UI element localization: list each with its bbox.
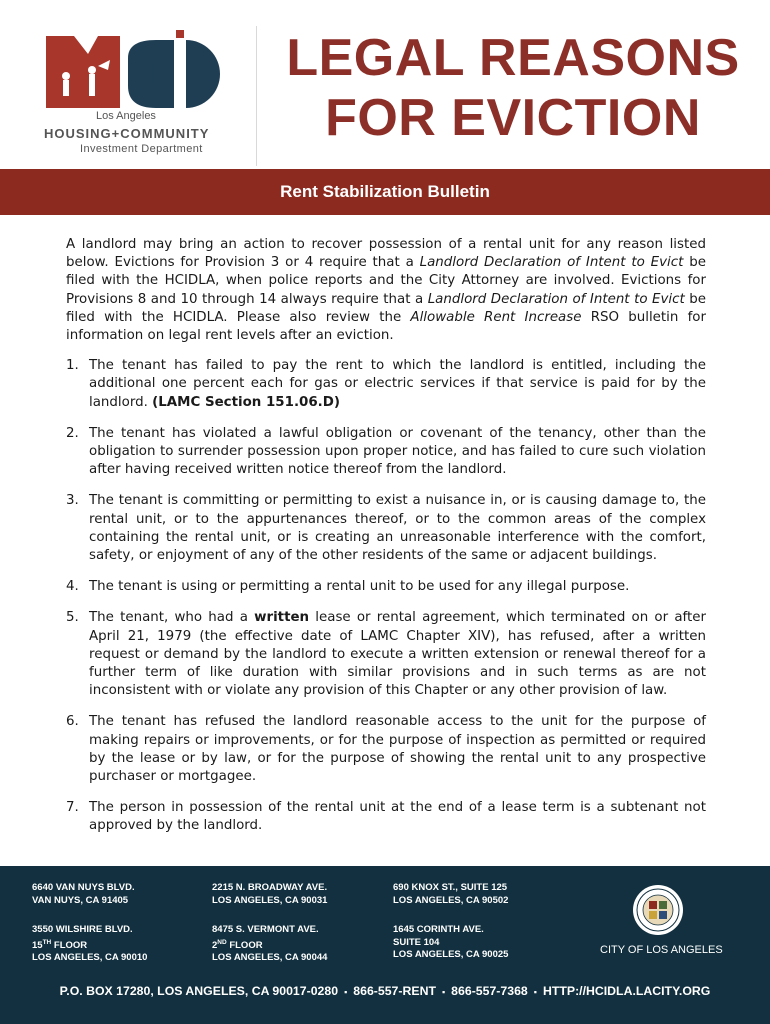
list-item-text: The tenant has refused the landlord reasonable access to the unit for the purpose of making repairs or improvements, or for the purpose of inspection as permitted or required by the lease or by law, or for the purpose of showing the rental unit to any prospective purchaser or mortgagee. [89, 714, 706, 785]
office-address-line: 690 KNOX ST., SUITE 125 [393, 882, 508, 893]
city-of-los-angeles-label: CITY OF LOS ANGELES [600, 944, 723, 956]
office-address-wilshire [32, 924, 147, 965]
separator-icon: ▪ [344, 987, 348, 997]
page-footer [0, 866, 770, 1024]
separator-icon: ▪ [441, 987, 446, 997]
list-item-text-part: The tenant, who had a [89, 610, 255, 626]
list-item [66, 425, 706, 480]
list-item-text: The person in possession of the rental unit at the end of a lease term is a subtenant not approved by the landlord. [89, 800, 706, 834]
list-item-number: 2. [66, 425, 79, 441]
office-address-line: LOS ANGELES, CA 90010 [32, 952, 148, 964]
bulletin-content [66, 236, 706, 849]
floor-label: FLOOR [226, 939, 263, 951]
office-address-line: LOS ANGELES, CA 90031 [212, 894, 328, 906]
list-item-text [89, 357, 706, 412]
list-item-text: The tenant is using or permitting a rental unit to be used for any illegal purpose. [89, 579, 630, 595]
office-address-line: 1645 CORINTH AVE. [393, 924, 484, 935]
office-address-vermont [212, 924, 327, 965]
office-address-knox [393, 882, 508, 907]
office-address-line: 8475 S. VERMONT AVE. [212, 924, 319, 935]
list-item-number: 7. [66, 800, 79, 816]
page-title [278, 28, 748, 148]
emphasis-written: written [254, 610, 310, 626]
list-item [66, 492, 706, 565]
floor-number: 2 [212, 939, 218, 951]
office-address-line: 3550 WILSHIRE BLVD. [32, 924, 133, 935]
hcidla-logo [36, 30, 236, 160]
intro-bulletin-name: Allowable Rent Increase [410, 309, 582, 325]
office-address-line [32, 937, 147, 953]
office-address-line: LOS ANGELES, CA 90044 [212, 952, 328, 964]
header-divider [256, 26, 257, 166]
eviction-reasons-list [66, 357, 706, 835]
floor-suffix: TH [42, 938, 52, 946]
office-address-line [212, 937, 327, 953]
phone-rent[interactable]: 866-557-RENT [353, 984, 436, 998]
list-item-text: The tenant has violated a lawful obligation or covenant of the tenancy, other than the obligation to surrender possession upon proper notice, and has failed to cure such violation after having received written notice thereof from the landlord. [89, 425, 706, 478]
office-address-line: 6640 VAN NUYS BLVD. [32, 882, 135, 893]
intro-form-name-2: Landlord Declaration of Intent to Evict [427, 291, 685, 307]
logo-city-text: Los Angeles [96, 110, 156, 122]
bulletin-banner: Rent Stabilization Bulletin [0, 169, 770, 215]
list-item-number: 4. [66, 579, 79, 595]
office-address-line: 2215 N. BROADWAY AVE. [212, 882, 328, 893]
intro-text-1: A landlord may bring an action to recover possession of a rental unit for any reason listed below. Evictions for Provision 3 or 4 require that a [66, 237, 706, 271]
intro-text-2: be filed with the HCIDLA, when police reports and the City Attorney are involved. Evictions for Provisions 8 and 10 through 14 always require that a [66, 255, 706, 307]
page-header [0, 0, 770, 168]
office-address-corinth [393, 924, 508, 962]
list-item [66, 799, 706, 835]
office-address-broadway [212, 882, 327, 907]
floor-label: FLOOR [51, 939, 88, 951]
office-address-line: SUITE 104 [393, 936, 440, 948]
list-item [66, 357, 706, 412]
office-address-van-nuys [32, 882, 135, 907]
intro-form-name-1: Landlord Declaration of Intent to Evict [419, 255, 684, 271]
list-item-number: 6. [66, 714, 79, 730]
list-item-number: 1. [66, 358, 79, 374]
contact-bar [0, 984, 770, 998]
intro-paragraph [66, 236, 706, 345]
separator-icon: ▪ [533, 987, 537, 997]
list-item-number: 3. [66, 493, 79, 509]
title-line-2: FOR EVICTION [325, 89, 701, 147]
list-item [66, 713, 706, 786]
list-item-text-part: The tenant has failed to pay the rent to which the landlord is entitled, including the additional one percent each for gas or electric services if that service is paid for by the landlord. [89, 358, 706, 410]
floor-suffix: ND [217, 938, 227, 946]
intro-text-4: RSO bulletin for information on legal rent levels after an eviction. [66, 309, 706, 344]
list-item [66, 578, 706, 596]
list-item [66, 609, 706, 700]
title-line-1: LEGAL REASONS [286, 29, 740, 87]
floor-number: 15 [32, 939, 43, 951]
list-item-text-part: lease or rental agreement, which terminated on or after April 21, 1979 (the effective date of LAMC Chapter XIV), has refused, after a written request or demand by the landlord to execute a written extension or renewal thereof for a further term of like duration with similar provisions and in such terms as are not inconsistent with or violate any provision of this Chapter or any other provision of law. [89, 610, 706, 699]
website-link[interactable]: HTTP://HCIDLA.LACITY.ORG [542, 984, 711, 998]
lamc-section-reference: (LAMC Section 151.06.D) [152, 394, 340, 410]
list-item-number: 5. [66, 610, 79, 626]
logo-department-text: Investment Department [80, 143, 203, 155]
list-item-text: The tenant is committing or permitting to exist a nuisance in, or is causing damage to, the rental unit, or to the appurtenances thereof, or to the common areas of the complex containing the rental unit, or is creating an unreasonable interference with the comfort, safety, or enjoyment of any of the other residents of the same or adjacent buildings. [89, 493, 706, 564]
logo-mark-icon [36, 30, 236, 110]
intro-text-3: be filed with the HCIDLA. Please also review the [66, 291, 706, 325]
city-seal-icon [632, 884, 684, 936]
office-address-line: LOS ANGELES, CA 90025 [393, 949, 509, 960]
office-address-line: LOS ANGELES, CA 90502 [393, 894, 509, 906]
list-item-text [89, 609, 706, 700]
logo-name-text: HOUSING+COMMUNITY [44, 126, 210, 141]
phone-number[interactable]: 866-557-7368 [451, 984, 528, 998]
office-address-line: VAN NUYS, CA 91405 [32, 894, 129, 906]
po-box-address: P.O. BOX 17280, LOS ANGELES, CA 90017-0280 [59, 984, 339, 998]
